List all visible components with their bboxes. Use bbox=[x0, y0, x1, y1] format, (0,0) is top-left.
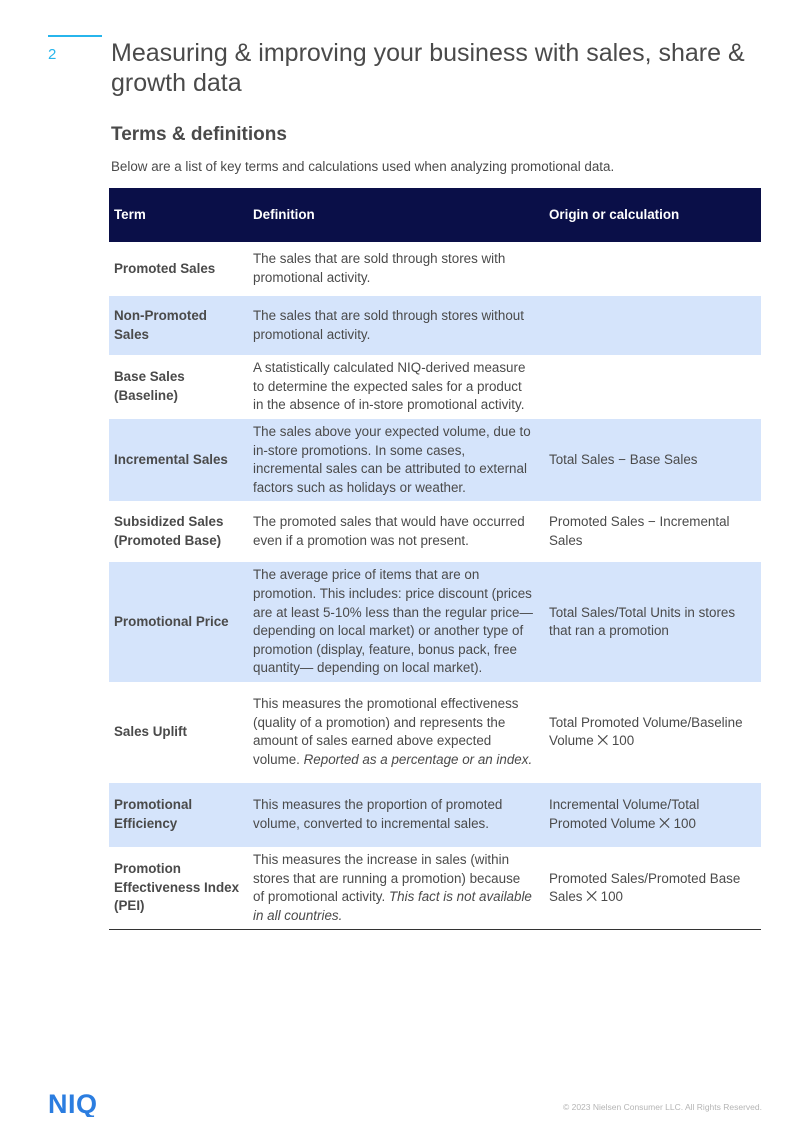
definition-cell bbox=[248, 419, 540, 501]
term-cell: Promoted Sales bbox=[114, 260, 216, 276]
term-cell: Subsidized Sales (Promoted Base) bbox=[114, 514, 224, 548]
niq-logo bbox=[48, 1089, 108, 1122]
definition-note: Reported as a percentage or an index. bbox=[303, 752, 533, 768]
table-row bbox=[109, 501, 761, 562]
origin-cell bbox=[540, 296, 761, 355]
page-rule bbox=[48, 35, 102, 37]
logo-text: NIQ bbox=[48, 1089, 98, 1117]
table-row bbox=[109, 296, 761, 355]
term-cell: Promotional Price bbox=[109, 562, 248, 682]
origin-cell: Promoted Sales/Promoted Base Sales ⨉ 100 bbox=[549, 870, 741, 905]
origin-cell: Promoted Sales − Incremental Sales bbox=[549, 514, 730, 548]
table-row bbox=[109, 355, 761, 419]
terms-table bbox=[109, 188, 761, 930]
definition-cell bbox=[248, 682, 540, 783]
definition-cell bbox=[248, 501, 540, 562]
definition-text: The promoted sales that would have occurred even if a promotion was not present. bbox=[253, 514, 525, 548]
definition-cell bbox=[248, 242, 540, 296]
definition-text: The sales that are sold through stores with promotional activity. bbox=[253, 251, 506, 285]
table-row bbox=[109, 682, 761, 783]
definition-text: The sales above your expected volume, due to in-store promotions. In some cases, incremental sales can be attributed to external factors such as holidays or weather. bbox=[253, 424, 531, 495]
term-cell: Sales Uplift bbox=[114, 724, 187, 740]
table-row bbox=[109, 419, 761, 501]
term-cell: Promotional Efficiency bbox=[109, 783, 248, 847]
origin-cell: Total Sales/Total Units in stores that ran a promotion bbox=[540, 562, 761, 682]
section-heading: Terms & definitions bbox=[111, 124, 287, 145]
table-row bbox=[109, 783, 761, 847]
definition-cell bbox=[248, 847, 540, 930]
definition-text: The sales that are sold through stores without promotional activity. bbox=[253, 307, 524, 342]
column-header-term: Term bbox=[109, 188, 248, 242]
term-cell: Promotion Effectiveness Index (PEI) bbox=[114, 861, 240, 914]
term-cell: Base Sales (Baseline) bbox=[114, 369, 185, 403]
origin-cell: Total Promoted Volume/Baseline Volume ⨉ 100 bbox=[549, 714, 743, 749]
term-cell: Non-Promoted Sales bbox=[109, 296, 248, 355]
table-row bbox=[109, 562, 761, 682]
table-row bbox=[109, 847, 761, 930]
column-header-definition: Definition bbox=[248, 188, 540, 242]
term-cell: Incremental Sales bbox=[109, 419, 248, 501]
definition-cell bbox=[248, 783, 540, 847]
origin-cell: Total Sales − Base Sales bbox=[540, 419, 761, 501]
definition-text: This measures the promotional effectiveness (quality of a promotion) and represents the amount of sales earned above expected volume. bbox=[253, 696, 519, 768]
page-title: Measuring & improving your business with sales, share & growth data bbox=[111, 39, 745, 97]
origin-cell bbox=[540, 355, 761, 419]
table-row bbox=[109, 242, 761, 296]
definition-text: A statistically calculated NIQ-derived measure to determine the expected sales for a product in the absence of in-store promotional activity. bbox=[253, 360, 526, 413]
intro-text: Below are a list of key terms and calculations used when analyzing promotional data. bbox=[111, 159, 615, 174]
origin-cell: Incremental Volume/Total Promoted Volume ⨉ 100 bbox=[540, 783, 761, 847]
origin-cell bbox=[540, 242, 761, 296]
definition-text: This measures the proportion of promoted volume, converted to incremental sales. bbox=[253, 797, 503, 831]
copyright-text: © 2023 Nielsen Consumer LLC. All Rights Reserved. bbox=[562, 1102, 762, 1112]
definition-cell bbox=[248, 562, 540, 682]
definition-text: The average price of items that are on promotion. This includes: price discount (prices are at least 5-10% less than the regular price—depending on local market) or another type of promotion (display, feature, bonus pack, free quantity— depending on local market). bbox=[253, 567, 533, 676]
table-header-row bbox=[109, 188, 761, 242]
column-header-origin: Origin or calculation bbox=[540, 188, 761, 242]
definition-note: This fact is not available in all countries. bbox=[253, 889, 532, 923]
definition-text: This measures the increase in sales (within stores that are running a promotion) because of promotional activity. bbox=[253, 851, 521, 905]
definition-cell bbox=[248, 355, 540, 419]
page-number: 2 bbox=[48, 46, 57, 63]
definition-cell bbox=[248, 296, 540, 355]
